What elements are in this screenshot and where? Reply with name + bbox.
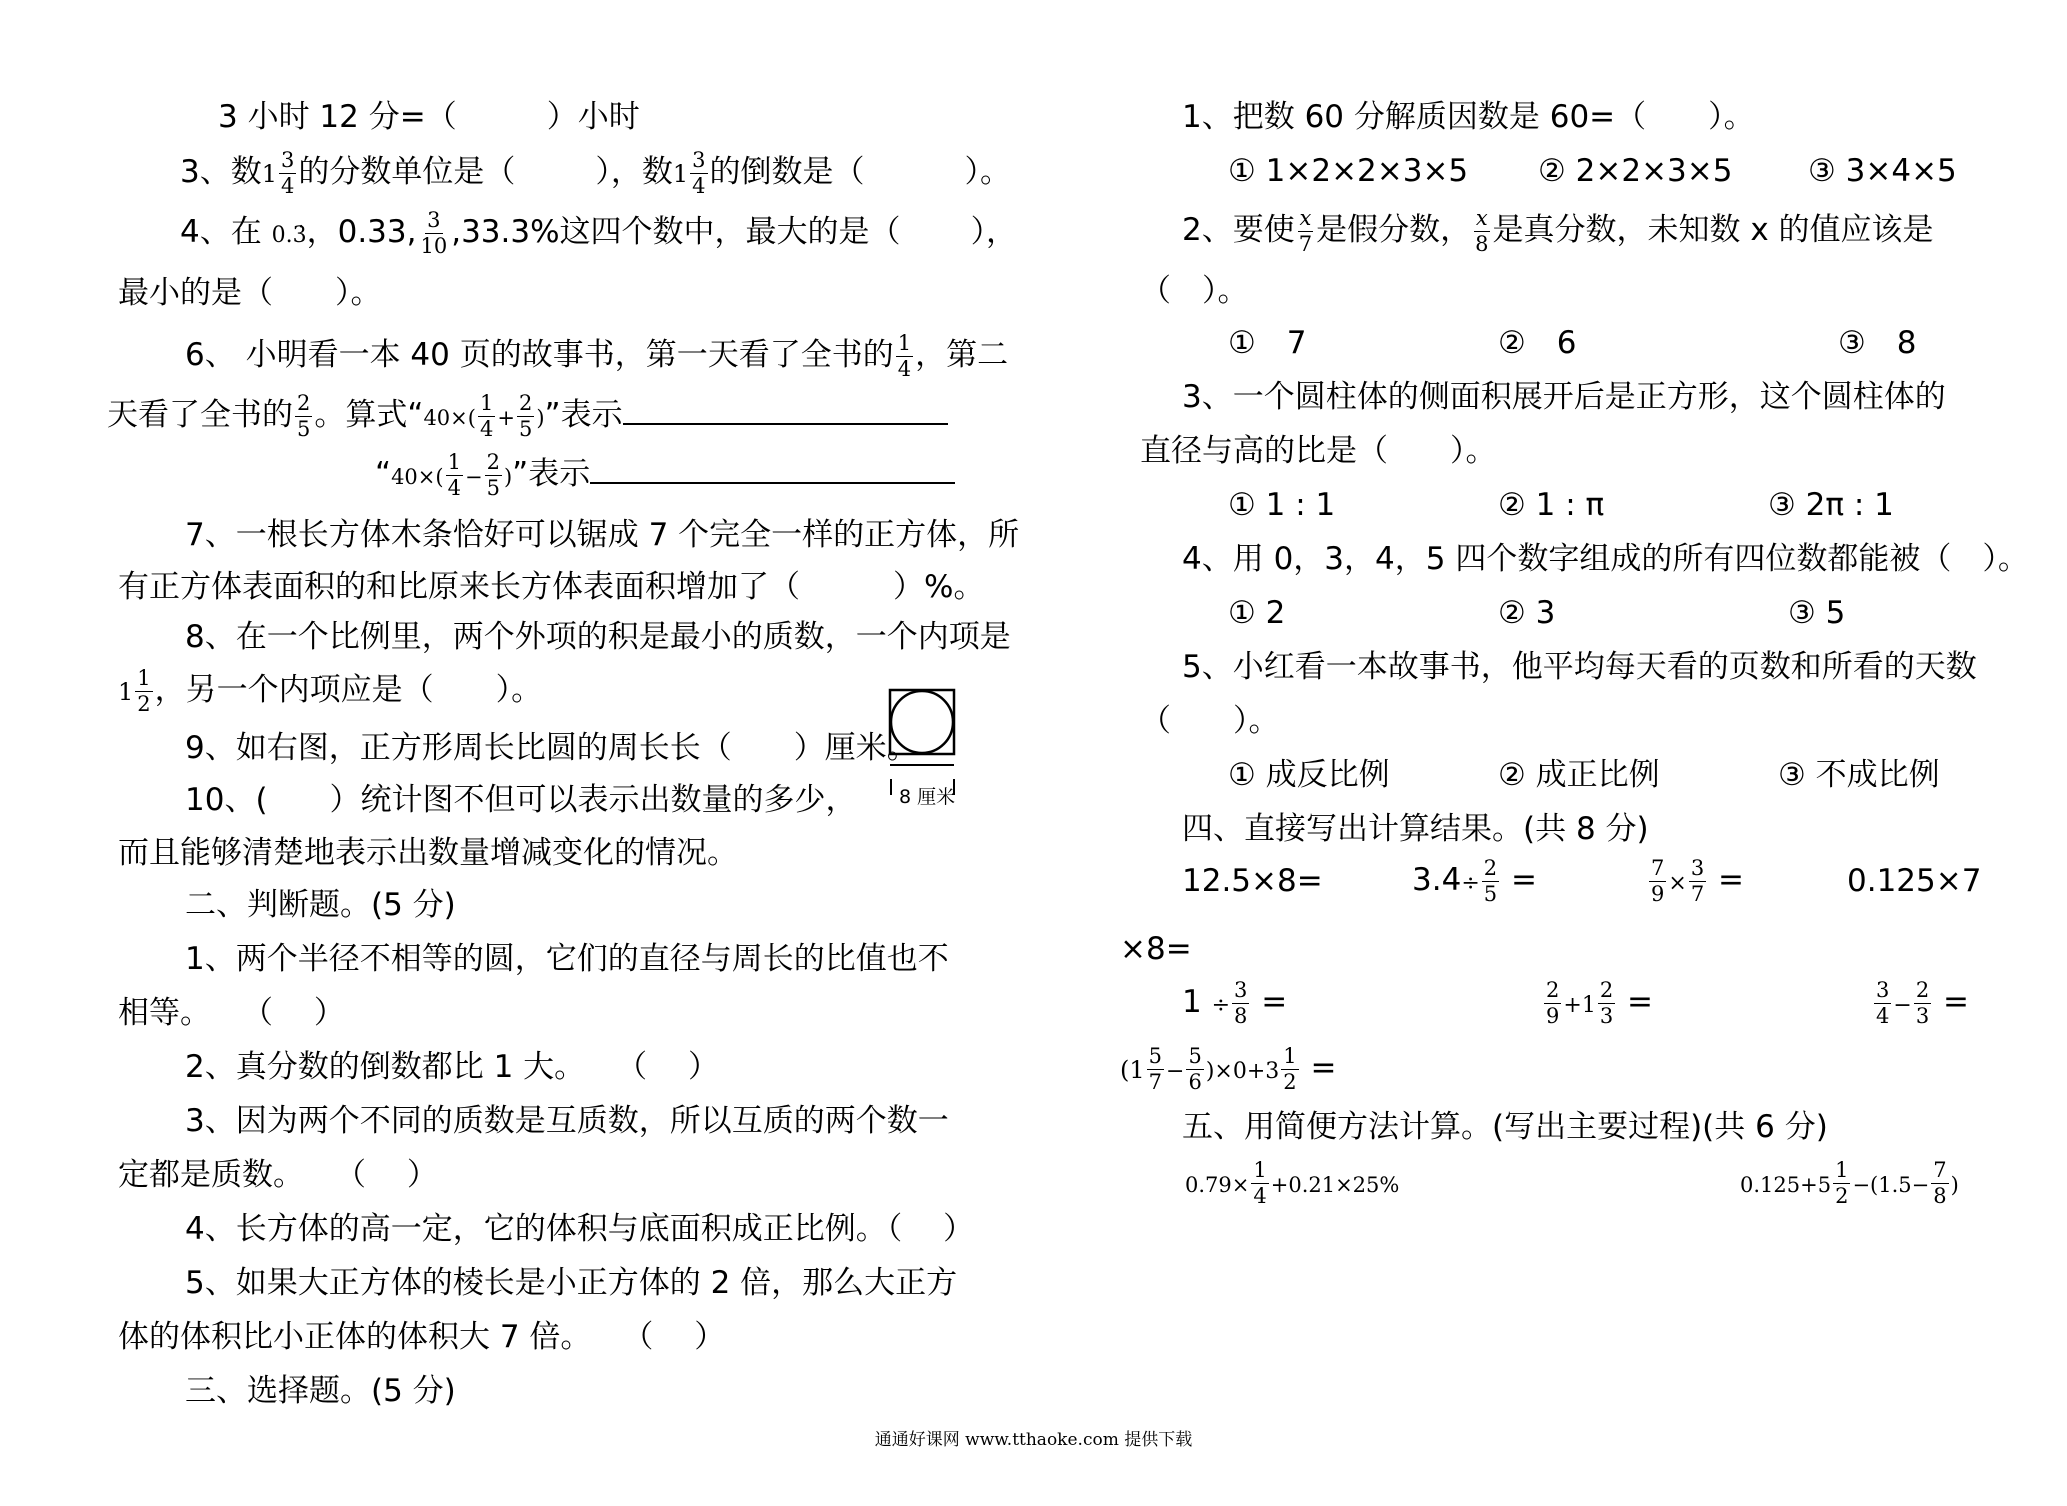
judge-1: 1、两个半径不相等的圆，它们的直径与周长的比值也不 xyxy=(185,941,949,977)
section-3-heading: 三、选择题。(5 分) xyxy=(185,1373,456,1409)
calc-item: 3.4÷ $\frac{2}{5}$ = xyxy=(1412,856,1537,906)
calc-item: $\frac{3}{4}$ − $\frac{2}{3}$ = xyxy=(1876,978,1970,1028)
section-2-heading: 二、判断题。(5 分) xyxy=(185,887,456,923)
choice-4: 4、用 0，3，4，5 四个数字组成的所有四位数都能被（ ）。 xyxy=(1182,541,2029,577)
judge-1-cont: 相等。 （ ） xyxy=(118,995,345,1031)
calc-row-1-cont: ×8= xyxy=(1120,931,1192,967)
simplify-item-2: 0.125+5 $\frac{1}{2}$ −(1.5− $\frac{7}{8}$ ) xyxy=(1740,1158,1959,1208)
question-7-cont: 有正方体表面积的和比原来长方体表面积增加了（ ）%。 xyxy=(118,569,985,605)
section-5-heading: 五、用简便方法计算。(写出主要过程)(共 6 分) xyxy=(1182,1109,1828,1145)
choice-5-cont: （ ）。 xyxy=(1140,703,1280,739)
question-3: 3、数1 $\frac{3}{4}$ 的分数单位是（ ），数1 $\frac{3}{4}$ 的倒数是（ ）。 xyxy=(180,148,1012,198)
question-4-cont: 最小的是（ ）。 xyxy=(118,275,382,311)
judge-3-cont: 定都是质数。 （ ） xyxy=(118,1157,438,1193)
figure-dimension-label: 8 厘米 xyxy=(899,786,956,808)
fraction: $\frac{x}{8}$ xyxy=(1475,206,1489,256)
calc-item: 1 ÷ $\frac{3}{8}$ = xyxy=(1182,978,1288,1028)
fraction: $\frac{x}{7}$ xyxy=(1298,206,1313,256)
answer-blank[interactable] xyxy=(590,454,955,484)
section-4-heading: 四、直接写出计算结果。(共 8 分) xyxy=(1182,811,1649,847)
fraction: $\frac{1}{4}$ xyxy=(897,331,912,381)
fraction: $\frac{1}{4}$ xyxy=(447,450,461,500)
line-hours: 3 小时 12 分=（ ）小时 xyxy=(218,99,640,135)
choice-3: 3、一个圆柱体的侧面积展开后是正方形，这个圆柱体的 xyxy=(1182,379,1946,415)
footer-credit: 通通好课网 www.tthaoke.com 提供下载 xyxy=(874,1430,1193,1450)
fraction: $\frac{1}{2}$ xyxy=(137,666,151,716)
judge-5-cont: 体的体积比小正体的体积大 7 倍。 （ ） xyxy=(118,1319,726,1355)
question-6: 6、 小明看一本 40 页的故事书，第一天看了全书的 $\frac{1}{4}$ ，第二 xyxy=(185,331,1009,381)
judge-4: 4、长方体的高一定，它的体积与底面积成正比例。（ ） xyxy=(185,1211,975,1247)
simplify-row xyxy=(1185,1160,2067,1214)
simplify-item-1: 0.79× $\frac{1}{4}$ +0.21×25% xyxy=(1185,1158,1400,1208)
calc-item: $\frac{7}{9}$ × $\frac{3}{7}$ = xyxy=(1651,856,1745,906)
question-6-expr-1: 天看了全书的 $\frac{2}{5}$ 。算式“40×( $\frac{1}{4}$ + $\frac{2}{5}$ )”表示 xyxy=(107,393,948,440)
choice-1: 1、把数 60 分解质因数是 60=（ ）。 xyxy=(1182,99,1755,135)
fraction: $\frac{3}{4}$ xyxy=(281,148,295,198)
question-8: 8、在一个比例里，两个外项的积是最小的质数，一个内项是 xyxy=(185,619,1011,655)
question-10: 10、( ）统计图不但可以表示出数量的多少， xyxy=(185,782,857,818)
calc-row-2 xyxy=(1182,980,2067,1034)
fraction: $\frac{3}{10}$ xyxy=(420,208,448,258)
question-6-expr-2: “40×( $\frac{1}{4}$ − $\frac{2}{5}$ )”表示 xyxy=(375,452,955,499)
fraction: $\frac{1}{4}$ xyxy=(479,391,494,441)
judge-3: 3、因为两个不同的质数是互质数，所以互质的两个数一 xyxy=(185,1103,949,1139)
judge-5: 5、如果大正方体的棱长是小正方体的 2 倍，那么大正方 xyxy=(185,1265,958,1301)
answer-blank[interactable] xyxy=(623,395,948,425)
question-7: 7、一根长方体木条恰好可以锯成 7 个完全一样的正方体，所 xyxy=(185,517,1020,553)
question-9: 9、如右图，正方形周长比圆的周长长（ ）厘米。 xyxy=(185,730,918,766)
question-8-cont: 1 $\frac{1}{2}$ ，另一个内项应是（ ）。 xyxy=(118,666,543,716)
fraction: $\frac{3}{4}$ xyxy=(692,148,706,198)
question-4: 4、在 0.3̇，0.33, $\frac{3}{10}$ ,33.3%这四个数中，最大的是（ ）， xyxy=(180,208,1018,258)
square-circle-figure xyxy=(887,687,959,807)
choice-3-cont: 直径与高的比是（ ）。 xyxy=(1140,433,1497,469)
fraction: $\frac{2}{5}$ xyxy=(486,450,500,500)
choice-5: 5、小红看一本故事书，他平均每天看的页数和所看的天数 xyxy=(1182,649,1977,685)
calc-row-3: (1 $\frac{5}{7}$ − $\frac{5}{6}$ )×0+3 $\frac{1}{2}$ = xyxy=(1120,1044,1337,1094)
fraction: $\frac{2}{5}$ xyxy=(518,391,533,441)
calc-row-1: 12.5×8= 3.4÷ $\frac{2}{5}$ = $\frac{7}{9}$ × $\frac{3}{7}$ = 0.125×7 xyxy=(1182,856,1982,906)
choice-2: 2、要使 $\frac{x}{7}$ 是假分数， $\frac{x}{8}$ 是真分数，未知数 x 的值应该是 xyxy=(1182,206,1934,256)
judge-2: 2、真分数的倒数都比 1 大。 （ ） xyxy=(185,1049,720,1085)
choice-2-cont: （ ）。 xyxy=(1140,273,1249,309)
calc-item: $\frac{2}{9}$ +1 $\frac{2}{3}$ = xyxy=(1546,978,1654,1028)
fraction: $\frac{2}{5}$ xyxy=(297,391,311,441)
question-10-cont: 而且能够清楚地表示出数量增减变化的情况。 xyxy=(118,835,738,871)
